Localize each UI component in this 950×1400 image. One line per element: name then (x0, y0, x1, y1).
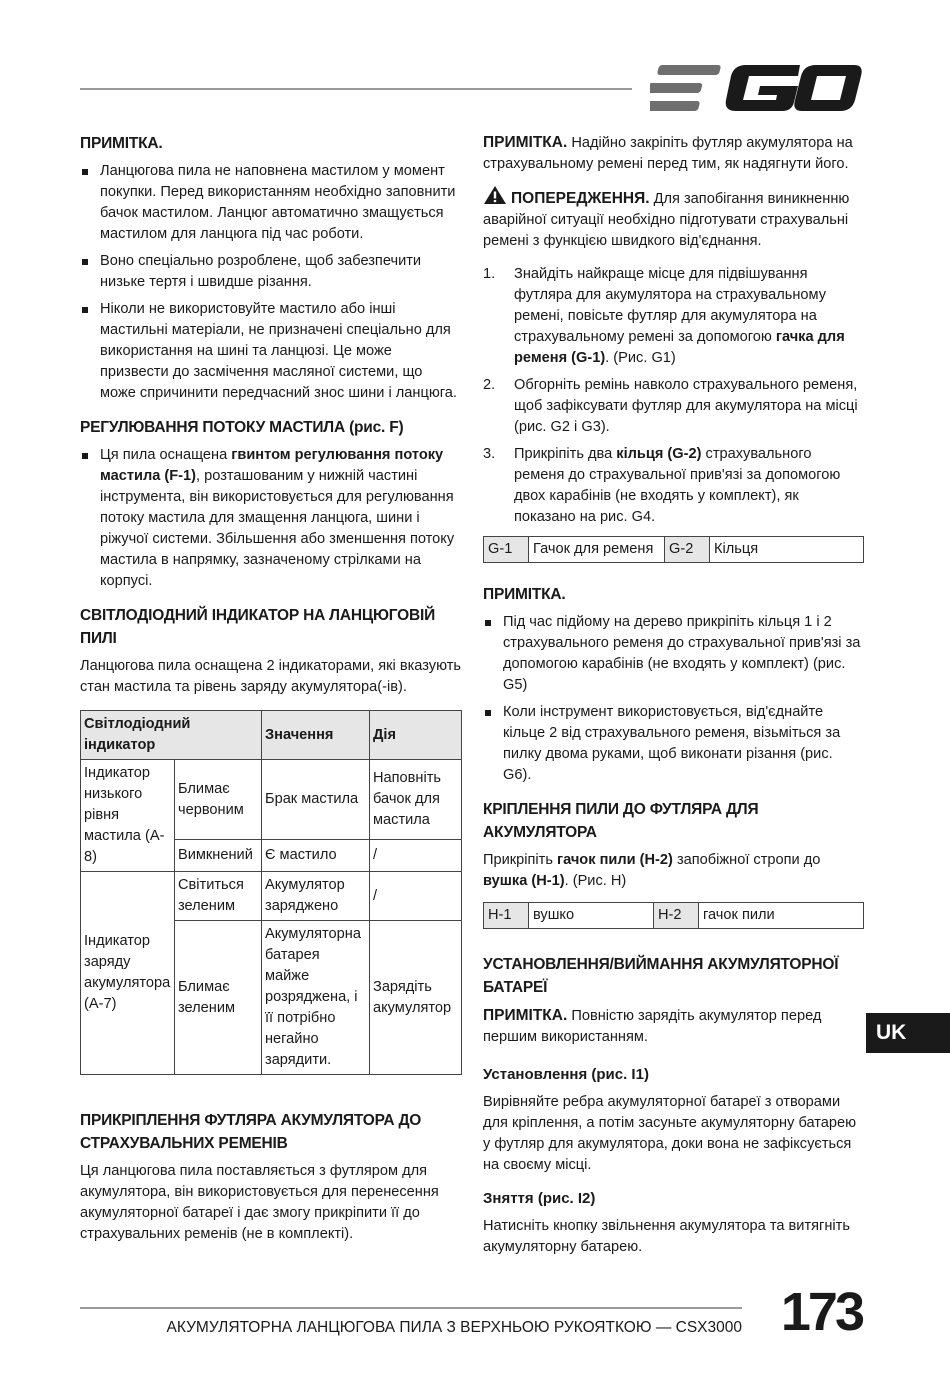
square-bullet-icon (82, 259, 88, 265)
warning-paragraph: ПОПЕРЕДЖЕННЯ. Для запобігання виникненню аварійної ситуації необхідно підготувати страхувальні ремені з функцією швидкого від'єднання. (483, 185, 864, 252)
note-heading: ПРИМІТКА. (483, 586, 566, 603)
square-bullet-icon (82, 169, 88, 175)
list-item: Ця пила оснащена гвинтом регулювання потоку мастила (F-1), розташованим у нижній частині інструмента, він використовується для регулювання потоку мастила для змащення ланцюга, шини і ріжучої системи. Збільшення або зменшення потоку мастила в напрямку, зазначеному стрілками на корпусі. (80, 445, 462, 592)
oil-flow-heading: РЕГУЛЮВАННЯ ПОТОКУ МАСТИЛА (рис. F) (80, 419, 404, 436)
ego-logo (650, 62, 862, 114)
square-bullet-icon (485, 710, 491, 716)
table-row: G-1 Гачок для ременя G-2 Кільця (484, 537, 864, 563)
table-row: Індикатор низького рівня мастила (A-8) Блимає червоним Брак мастила Наповніть бачок для мастила (81, 760, 462, 840)
table-row: Вимкнений Є мастило / (81, 840, 462, 872)
list-item: 3. Прикріпіть два кільця (G-2) страхувального ременя до страхувальної прив'язі за допомогою двох карабінів (не входять у комплект), як показано на рис. G4. (483, 446, 841, 525)
table-row: Блимає зеленим Акумуляторна батарея майже розряджена, і її потрібно негайно зарядити. Зарядіть акумулятор (81, 921, 462, 1075)
list-item: 2. Обгорніть ремінь навколо страхувального ременя, щоб зафіксувати футляр для акумулятора на місці (рис. G2 і G3). (483, 377, 858, 435)
holster-text: Ця ланцюгова пила поставляється з футляром для акумулятора, він використовується для перенесення акумуляторної батареї і дає змогу прикріпити її до страхувальних ременів (не в комплекті). (80, 1163, 439, 1242)
steps-list (483, 264, 864, 528)
table-header-row: Світлодіодний індикатор Значення Дія (81, 711, 462, 760)
language-tab: UK (866, 1013, 950, 1053)
g-reference-table (483, 536, 864, 563)
battery-heading: УСТАНОВЛЕННЯ/ВИЙМАННЯ АКУМУЛЯТОРНОЇ БАТАРЕЇ (483, 956, 839, 996)
attach-heading: КРІПЛЕННЯ ПИЛИ ДО ФУТЛЯРА ДЛЯ АКУМУЛЯТОРА (483, 801, 759, 841)
battery-note: ПРИМІТКА. Повністю зарядіть акумулятор перед першим використанням. (483, 1007, 822, 1045)
led-table (80, 710, 462, 1075)
list-item: Під час підйому на дерево прикріпіть кільця 1 і 2 страхувального ременя до страхувальної прив'язі за допомогою карабінів (не входять у комплект) (рис. G5) (483, 612, 864, 696)
square-bullet-icon (82, 453, 88, 459)
note-heading: ПРИМІТКА. (80, 135, 163, 152)
attach-text: Прикріпіть гачок пили (H-2) запобіжної стропи до вушка (H-1). (Рис. H) (483, 852, 821, 889)
footer-rule (80, 1307, 742, 1309)
install-text: Вирівняйте ребра акумуляторної батареї з отворами для кріплення, а потім засуньте акумуляторну батарею у футляр для акумулятора, доки вона не зафіксується на своєму місці. (483, 1094, 857, 1173)
square-bullet-icon (82, 307, 88, 313)
note-paragraph: ПРИМІТКА. Надійно закріпіть футляр акумулятора на страхувальному ремені перед тим, як надягнути його. (483, 134, 853, 172)
remove-text: Натисніть кнопку звільнення акумулятора та витягніть акумуляторну батарею. (483, 1218, 850, 1255)
led-heading: СВІТЛОДІОДНИЙ ІНДИКАТОР НА ЛАНЦЮГОВІЙ ПИЛІ (80, 607, 436, 647)
remove-heading: Зняття (рис. I2) (483, 1190, 596, 1207)
list-item: Коли інструмент використовується, від'єднайте кільце 2 від страхувального ременя, візьміться за пилку двома руками, щоб виконати різання (рис. G6). (483, 702, 864, 786)
square-bullet-icon (485, 620, 491, 626)
note-list (80, 161, 462, 404)
note-list (483, 612, 864, 786)
table-row: Індикатор заряду акумулятора (A-7) Світиться зеленим Акумулятор заряджено / (81, 872, 462, 921)
led-intro: Ланцюгова пила оснащена 2 індикаторами, які вказують стан мастила та рівень заряду акумулятора(-ів). (80, 658, 461, 695)
footer-title: АКУМУЛЯТОРНА ЛАНЦЮГОВА ПИЛА З ВЕРХНЬОЮ РУКОЯТКОЮ — CSX3000 (166, 1319, 742, 1336)
page-number: 173 (780, 1282, 862, 1342)
warning-triangle-icon (483, 185, 507, 205)
list-item: Ланцюгова пила не наповнена мастилом у момент покупки. Перед використанням необхідно заповнити бачок мастилом. Ланцюг автоматично змащується мастилом для ланцюга під час роботи. (80, 161, 462, 245)
install-heading: Установлення (рис. I1) (483, 1066, 649, 1083)
oil-flow-list (80, 445, 462, 592)
holster-heading: ПРИКРІПЛЕННЯ ФУТЛЯРА АКУМУЛЯТОРА ДО СТРАХУВАЛЬНИХ РЕМЕНІВ (80, 1112, 422, 1152)
list-item: Воно спеціально розроблене, щоб забезпечити низьке тертя і швидше різання. (80, 251, 462, 293)
header-rule (80, 88, 632, 90)
right-column (483, 132, 864, 1264)
left-column (80, 132, 462, 1251)
list-item: 1. Знайдіть найкраще місце для підвішування футляра для акумулятора на страхувальному ремені, повісьте футляр для акумулятора на страхувальному ремені за допомогою гачка для ременя (G-1). (Рис. G1) (483, 266, 845, 366)
list-item: Ніколи не використовуйте мастило або інші мастильні матеріали, не призначені спеціально для використання на шині та ланцюзі. Це може призвести до засмічення масляної системи, що може спричинити передчасний знос шини і ланцюга. (80, 299, 462, 404)
h-reference-table (483, 902, 864, 929)
table-row: H-1 вушко H-2 гачок пили (484, 903, 864, 929)
